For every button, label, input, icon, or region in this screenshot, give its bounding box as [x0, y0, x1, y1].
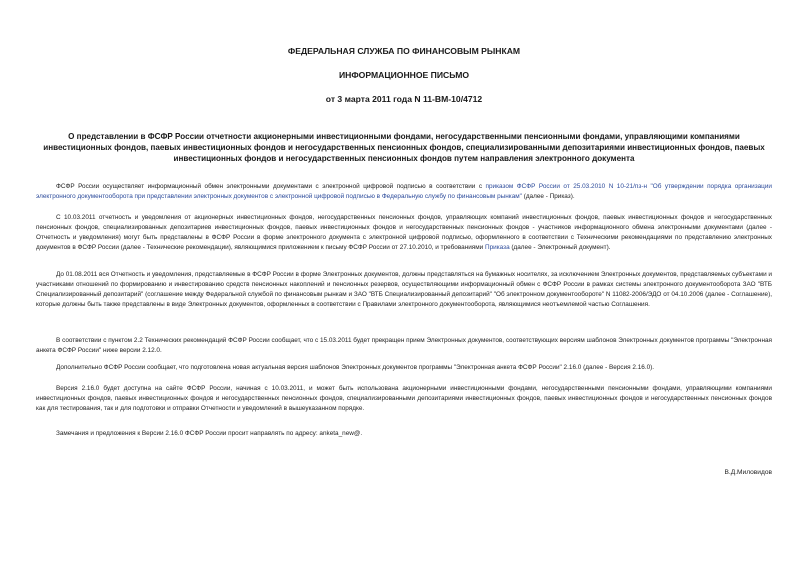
- order-link[interactable]: приказом ФСФР России от 25.03.2010 N 10-21/пз-н "Об утверждении порядка организации электронного документооборота при представлении электронных документов с электронной цифровой подписью в Федеральную службу по финансовым рынкам": [36, 183, 772, 200]
- document-subject: О представлении в ФСФР России отчетности акционерными инвестиционными фондами, негосударственными пенсионными фондами, управляющими компаниями инвестиционных фондов, паевых инвестиционных фондов и негосударственных пенсионных фондов, специализированными депозитариями инвестиционных фондов, паевых инвестиционных фондов и негосударственных пенсионных фондов путем направления электронного документа: [43, 132, 765, 163]
- agency-title: ФЕДЕРАЛЬНАЯ СЛУЖБА ПО ФИНАНСОВЫМ РЫНКАМ: [287, 46, 521, 56]
- paragraph-1: [36, 182, 772, 202]
- paragraph-1-tail: (далее - Приказ).: [521, 192, 575, 200]
- paragraph-5: Дополнительно ФСФР России сообщает, что подготовлена новая актуальная версия шаблонов Электронных документов программы "Электронная анкета ФСФР России" 2.16.0 (далее - Версия 2.16.0).: [56, 364, 655, 371]
- paragraph-2-text: С 10.03.2011 отчетность и уведомления от акционерных инвестиционных фондов, негосударственных пенсионных фондов, управляющих компаний инвестиционных фондов, паевых инвестиционных фондов и негосударственных пенсионных фондов, специализированных депозитариев инвестиционных фондов, паевых инвестиционных фондов и негосударственных пенсионных фондов - участников информационного обмена электронными документами (далее - Отчетность и уведомления) могут быть представлены в ФСФР России в форме электронного документа с электронной цифровой подписью, оформленного в соответствии с Техническими рекомендациями по представлению электронных документов в ФСФР России (далее - Технические рекомендации), являющимися приложением к письму ФСФР России от 27.10.2010, и требованиями: [36, 214, 772, 251]
- paragraph-3: До 01.08.2011 вся Отчетность и уведомления, представляемые в ФСФР России в форме Электронных документов, должны представляться на бумажных носителях, за исключением Электронных документов, представляемых субъектами и участниками отношений по формированию и инвестированию средств пенсионных накоплений и пенсионных резервов, осуществляющими информационный обмен с ФСФР России в рамках системы электронного документооборота ЗАО "ВТБ Специализированный депозитарий" (соглашение между Федеральной службой по финансовым рынкам и ЗАО "ВТБ Специализированный депозитарий" "Об электронном документообороте" N 11082-2006/ЭДО от 04.10.2006 (далее - Соглашение), которые должны быть также представлены в виде Электронных документов, оформленных в соответствии с Правилами электронного документооборота, являющимися неотъемлемой частью Соглашения.: [36, 271, 772, 308]
- paragraph-2: [36, 213, 772, 253]
- document-type: ИНФОРМАЦИОННОЕ ПИСЬМО: [338, 70, 470, 80]
- signature: В.Д.Миловидов: [724, 469, 772, 476]
- document-date-number: от 3 марта 2011 года N 11-ВМ-10/4712: [325, 94, 483, 104]
- paragraph-6: Версия 2.16.0 будет доступна на сайте ФСФР России, начиная с 10.03.2011, и может быть использована акционерными инвестиционными фондами, негосударственными пенсионными фондами, управляющими компаниями инвестиционных фондов, паевых инвестиционных фондов и негосударственных пенсионных фондов, специализированными депозитариями инвестиционных фондов, паевых инвестиционных фондов и негосударственных пенсионных фондов как для тестирования, так и для подготовки и отправки Отчетности и уведомлений в вышеуказанном порядке.: [36, 385, 772, 412]
- paragraph-1-text: ФСФР России осуществляет информационный обмен электронными документами с электронной цифровой подписью в соответствии с: [56, 183, 486, 190]
- paragraph-4: В соответствии с пунктом 2.2 Технических рекомендаций ФСФР России сообщает, что с 15.03.2011 будет прекращен прием Электронных документов, соответствующих версиям шаблонов Электронных документов программы "Электронная анкета ФСФР России" ниже версии 2.12.0.: [36, 337, 772, 354]
- order-ref-link[interactable]: Приказа: [485, 243, 510, 251]
- paragraph-2-tail: (далее - Электронный документ).: [509, 243, 611, 251]
- paragraph-7: Замечания и предложения к Версии 2.16.0 ФСФР России просит направлять по адресу: anketa_new@.: [56, 430, 363, 437]
